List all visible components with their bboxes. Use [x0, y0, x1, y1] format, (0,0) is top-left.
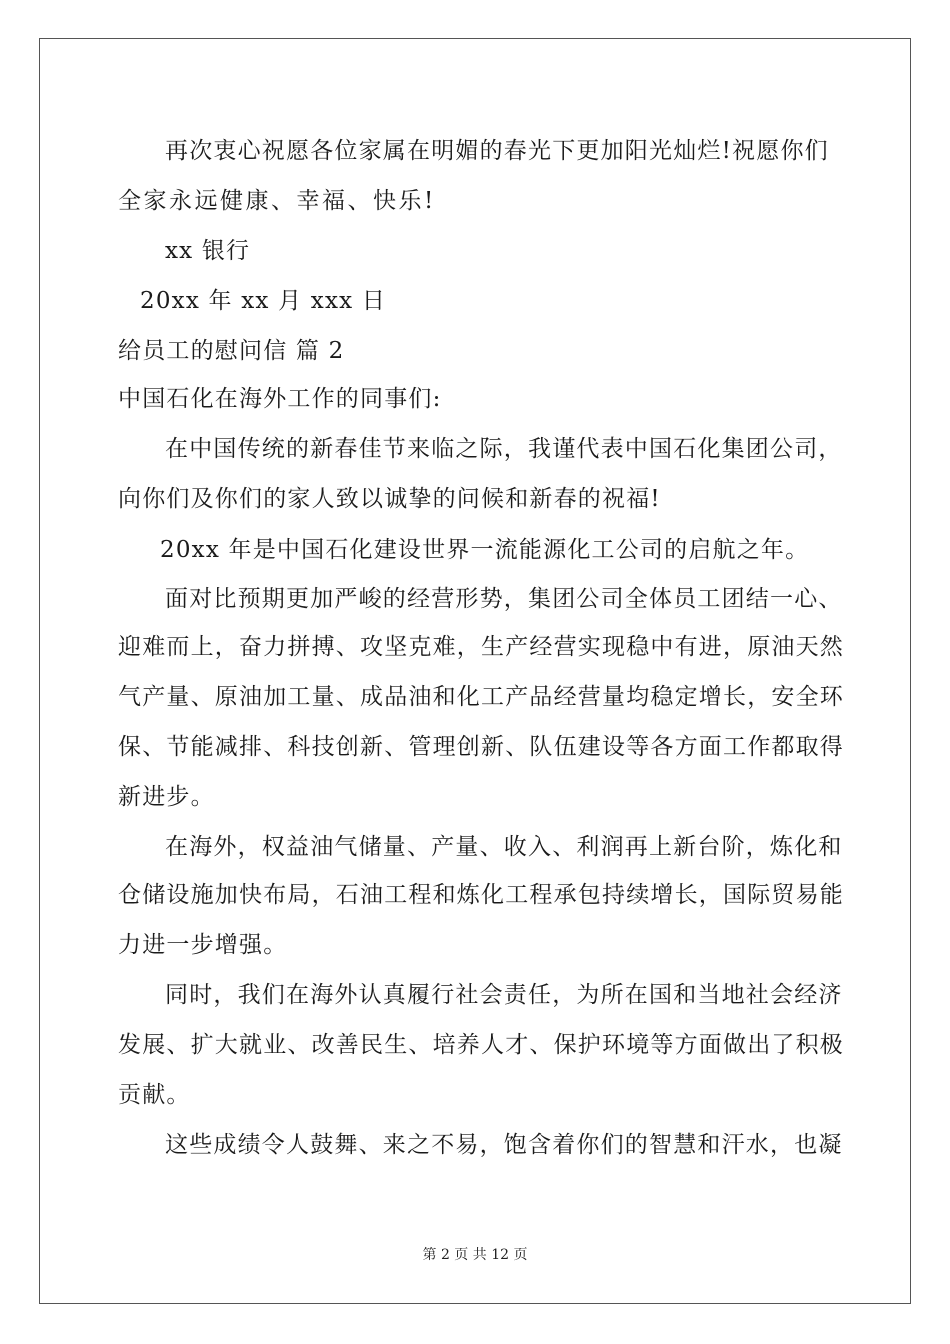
text-line: 20xx 年是中国石化建设世界一流能源化工公司的启航之年。 [160, 537, 810, 563]
text-line: 新进步。 [118, 784, 215, 810]
text-line: 在海外，权益油气储量、产量、收入、利润再上新台阶，炼化和 [165, 834, 843, 860]
text-line: 保、节能减排、科技创新、管理创新、队伍建设等各方面工作都取得 [118, 734, 844, 760]
page-border [39, 38, 911, 1304]
text-line: 面对比预期更加严峻的经营形势，集团公司全体员工团结一心、 [165, 586, 843, 612]
salutation: 中国石化在海外工作的同事们: [118, 386, 442, 412]
page-number-footer: 第 2 页 共 12 页 [422, 1247, 528, 1263]
text-line: 同时，我们在海外认真履行社会责任，为所在国和当地社会经济 [165, 982, 843, 1008]
text-line: 这些成绩令人鼓舞、来之不易，饱含着你们的智慧和汗水，也凝 [165, 1132, 843, 1158]
text-line: 在中国传统的新春佳节来临之际，我谨代表中国石化集团公司， [165, 436, 843, 462]
section-heading: 给员工的慰问信 篇 2 [118, 338, 345, 364]
text-line: 贡献。 [118, 1082, 191, 1108]
text-line: 发展、扩大就业、改善民生、培养人才、保护环境等方面做出了积极 [118, 1032, 844, 1058]
text-line: 再次衷心祝愿各位家属在明媚的春光下更加阳光灿烂!祝愿你们 [165, 138, 829, 164]
text-line: 向你们及你们的家人致以诚挚的问候和新春的祝福! [118, 486, 661, 512]
signature-date: 20xx 年 xx 月 xxx 日 [140, 288, 387, 314]
signature-org: xx 银行 [165, 238, 251, 264]
text-line: 力进一步增强。 [118, 932, 288, 958]
text-line: 气产量、原油加工量、成品油和化工产品经营量均稳定增长，安全环 [118, 684, 844, 710]
text-line: 仓储设施加快布局，石油工程和炼化工程承包持续增长，国际贸易能 [118, 882, 844, 908]
text-line: 迎难而上，奋力拼搏、攻坚克难，生产经营实现稳中有进，原油天然 [118, 634, 844, 660]
text-line: 全家永远健康、幸福、快乐! [118, 188, 436, 214]
